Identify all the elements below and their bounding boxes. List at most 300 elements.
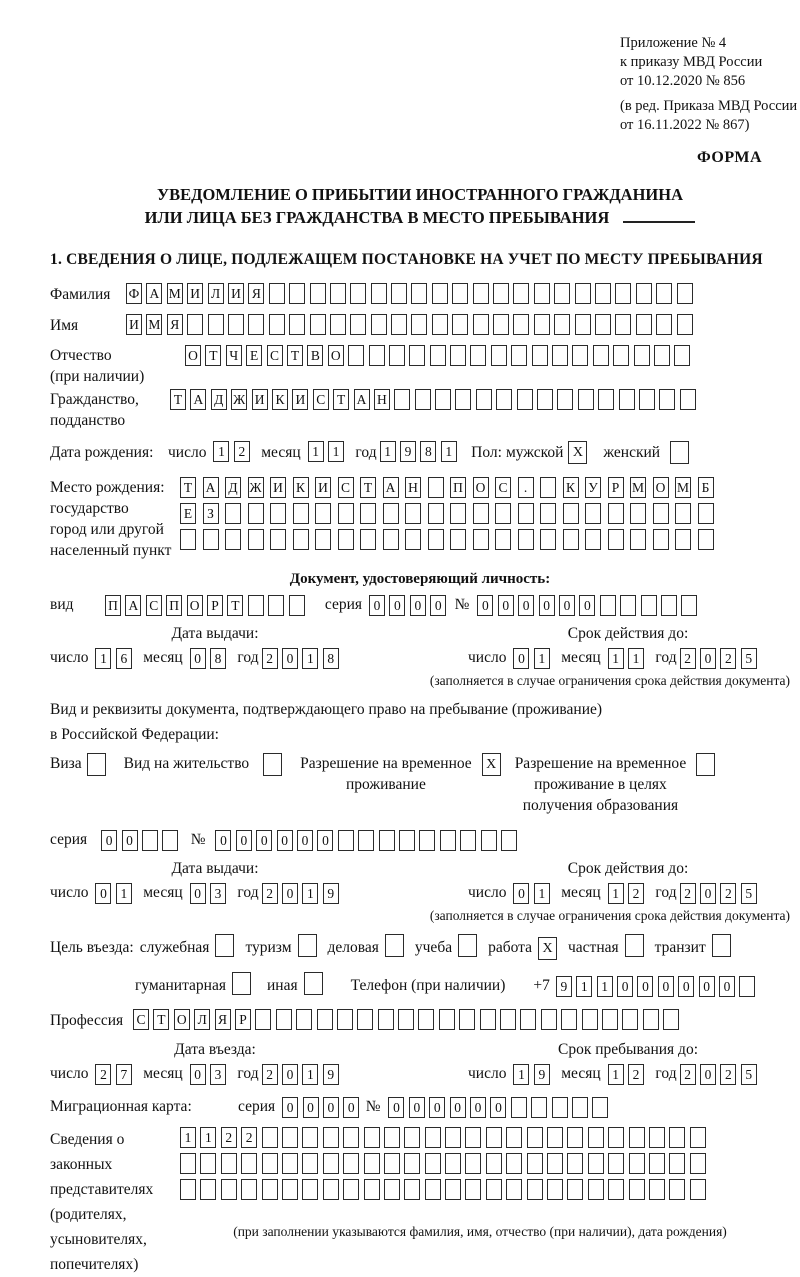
char-cell[interactable]	[491, 345, 507, 366]
char-cell[interactable]: 1	[213, 441, 229, 462]
char-cell[interactable]	[585, 529, 601, 550]
char-cell[interactable]: Е	[180, 503, 196, 524]
char-cell[interactable]: 0	[101, 830, 117, 851]
char-cell[interactable]: П	[166, 595, 182, 616]
char-cell[interactable]: 6	[116, 648, 132, 669]
char-cell[interactable]	[473, 314, 489, 335]
char-cell[interactable]	[241, 1179, 257, 1200]
char-cell[interactable]	[572, 345, 588, 366]
char-cell[interactable]	[739, 976, 755, 997]
char-cell[interactable]: Т	[153, 1009, 169, 1030]
char-cell[interactable]: 0	[429, 1097, 445, 1118]
char-cell[interactable]: Я	[215, 1009, 231, 1030]
char-cell[interactable]	[404, 1153, 420, 1174]
char-cell[interactable]: 0	[719, 976, 735, 997]
char-cell[interactable]	[615, 283, 631, 304]
char-cell[interactable]: О	[653, 477, 669, 498]
char-cell[interactable]	[540, 503, 556, 524]
char-cell[interactable]	[203, 529, 219, 550]
char-cell[interactable]	[248, 314, 264, 335]
char-cell[interactable]	[643, 1009, 659, 1030]
char-cell[interactable]: К	[563, 477, 579, 498]
char-cell[interactable]	[405, 503, 421, 524]
char-cell[interactable]	[582, 1009, 598, 1030]
char-cell[interactable]	[391, 283, 407, 304]
char-cell[interactable]	[630, 529, 646, 550]
char-cell[interactable]	[425, 1127, 441, 1148]
char-cell[interactable]: О	[174, 1009, 190, 1030]
char-cell[interactable]	[310, 314, 326, 335]
checkbox-cell[interactable]	[670, 441, 689, 464]
char-cell[interactable]: Р	[235, 1009, 251, 1030]
char-cell[interactable]	[527, 1127, 543, 1148]
char-cell[interactable]: 2	[720, 883, 736, 904]
char-cell[interactable]: 7	[116, 1064, 132, 1085]
char-cell[interactable]	[554, 314, 570, 335]
char-cell[interactable]: И	[126, 314, 142, 335]
char-cell[interactable]: 0	[700, 648, 716, 669]
char-cell[interactable]: 0	[498, 595, 514, 616]
char-cell[interactable]: 0	[282, 883, 298, 904]
char-cell[interactable]	[527, 1153, 543, 1174]
char-cell[interactable]	[369, 345, 385, 366]
char-cell[interactable]	[532, 345, 548, 366]
char-cell[interactable]	[162, 830, 178, 851]
char-cell[interactable]	[572, 1097, 588, 1118]
char-cell[interactable]	[698, 503, 714, 524]
char-cell[interactable]	[282, 1127, 298, 1148]
char-cell[interactable]	[337, 1009, 353, 1030]
char-cell[interactable]: 1	[534, 648, 550, 669]
char-cell[interactable]	[511, 1097, 527, 1118]
char-cell[interactable]	[338, 529, 354, 550]
char-cell[interactable]	[473, 529, 489, 550]
char-cell[interactable]	[563, 529, 579, 550]
char-cell[interactable]: Т	[360, 477, 376, 498]
char-cell[interactable]	[255, 1009, 271, 1030]
char-cell[interactable]: И	[292, 389, 308, 410]
char-cell[interactable]	[268, 595, 284, 616]
char-cell[interactable]	[690, 1179, 706, 1200]
char-cell[interactable]: 1	[608, 883, 624, 904]
char-cell[interactable]: 8	[323, 648, 339, 669]
char-cell[interactable]	[513, 314, 529, 335]
char-cell[interactable]	[459, 1009, 475, 1030]
char-cell[interactable]: 9	[323, 883, 339, 904]
char-cell[interactable]: С	[267, 345, 283, 366]
char-cell[interactable]	[547, 1179, 563, 1200]
char-cell[interactable]: З	[203, 503, 219, 524]
char-cell[interactable]	[613, 345, 629, 366]
char-cell[interactable]: Т	[170, 389, 186, 410]
char-cell[interactable]: 2	[262, 883, 278, 904]
char-cell[interactable]	[480, 1009, 496, 1030]
char-cell[interactable]	[450, 345, 466, 366]
char-cell[interactable]	[302, 1153, 318, 1174]
char-cell[interactable]	[592, 1097, 608, 1118]
char-cell[interactable]	[350, 314, 366, 335]
char-cell[interactable]	[615, 314, 631, 335]
char-cell[interactable]: 1	[441, 441, 457, 462]
char-cell[interactable]: Д	[211, 389, 227, 410]
char-cell[interactable]	[636, 314, 652, 335]
char-cell[interactable]	[690, 1153, 706, 1174]
char-cell[interactable]	[506, 1127, 522, 1148]
char-cell[interactable]: 1	[534, 883, 550, 904]
char-cell[interactable]	[608, 529, 624, 550]
char-cell[interactable]: 0	[190, 1064, 206, 1085]
char-cell[interactable]: 1	[380, 441, 396, 462]
char-cell[interactable]	[415, 389, 431, 410]
char-cell[interactable]	[460, 830, 476, 851]
char-cell[interactable]	[677, 283, 693, 304]
char-cell[interactable]: 3	[210, 1064, 226, 1085]
char-cell[interactable]	[639, 389, 655, 410]
char-cell[interactable]: 0	[190, 648, 206, 669]
char-cell[interactable]	[473, 283, 489, 304]
char-cell[interactable]	[432, 314, 448, 335]
char-cell[interactable]: 9	[323, 1064, 339, 1085]
checkbox-cell[interactable]: X	[568, 441, 587, 464]
char-cell[interactable]	[513, 283, 529, 304]
char-cell[interactable]	[428, 503, 444, 524]
char-cell[interactable]: Т	[287, 345, 303, 366]
char-cell[interactable]	[595, 283, 611, 304]
char-cell[interactable]	[506, 1179, 522, 1200]
char-cell[interactable]	[293, 503, 309, 524]
char-cell[interactable]	[315, 529, 331, 550]
char-cell[interactable]: 0	[190, 883, 206, 904]
char-cell[interactable]	[394, 389, 410, 410]
char-cell[interactable]	[470, 345, 486, 366]
char-cell[interactable]: Я	[248, 283, 264, 304]
char-cell[interactable]: С	[338, 477, 354, 498]
char-cell[interactable]: 0	[389, 595, 405, 616]
char-cell[interactable]	[595, 314, 611, 335]
char-cell[interactable]	[541, 1009, 557, 1030]
char-cell[interactable]: 2	[221, 1127, 237, 1148]
char-cell[interactable]	[302, 1127, 318, 1148]
char-cell[interactable]: 0	[282, 1064, 298, 1085]
char-cell[interactable]	[248, 529, 264, 550]
char-cell[interactable]: Б	[698, 477, 714, 498]
char-cell[interactable]: 0	[518, 595, 534, 616]
char-cell[interactable]	[411, 314, 427, 335]
char-cell[interactable]	[317, 1009, 333, 1030]
char-cell[interactable]: М	[630, 477, 646, 498]
char-cell[interactable]	[588, 1153, 604, 1174]
char-cell[interactable]	[350, 283, 366, 304]
char-cell[interactable]	[493, 283, 509, 304]
char-cell[interactable]	[282, 1153, 298, 1174]
char-cell[interactable]	[276, 1009, 292, 1030]
char-cell[interactable]	[378, 1009, 394, 1030]
char-cell[interactable]: 0	[122, 830, 138, 851]
char-cell[interactable]: 2	[720, 1064, 736, 1085]
char-cell[interactable]	[452, 283, 468, 304]
char-cell[interactable]: 2	[628, 1064, 644, 1085]
char-cell[interactable]	[680, 389, 696, 410]
char-cell[interactable]	[445, 1153, 461, 1174]
char-cell[interactable]: 0	[490, 1097, 506, 1118]
char-cell[interactable]: 0	[410, 595, 426, 616]
char-cell[interactable]	[289, 283, 305, 304]
char-cell[interactable]: 0	[369, 595, 385, 616]
char-cell[interactable]: Ф	[126, 283, 142, 304]
char-cell[interactable]: 0	[282, 1097, 298, 1118]
char-cell[interactable]	[636, 283, 652, 304]
char-cell[interactable]	[608, 1179, 624, 1200]
char-cell[interactable]	[343, 1127, 359, 1148]
char-cell[interactable]	[221, 1179, 237, 1200]
char-cell[interactable]	[669, 1127, 685, 1148]
char-cell[interactable]	[641, 595, 657, 616]
char-cell[interactable]	[293, 529, 309, 550]
char-cell[interactable]: 5	[741, 648, 757, 669]
char-cell[interactable]	[493, 314, 509, 335]
char-cell[interactable]	[629, 1179, 645, 1200]
char-cell[interactable]: 1	[608, 648, 624, 669]
char-cell[interactable]: 1	[628, 648, 644, 669]
char-cell[interactable]	[428, 477, 444, 498]
char-cell[interactable]	[269, 283, 285, 304]
char-cell[interactable]: С	[133, 1009, 149, 1030]
char-cell[interactable]	[649, 1179, 665, 1200]
char-cell[interactable]: 2	[262, 648, 278, 669]
char-cell[interactable]	[270, 529, 286, 550]
char-cell[interactable]: Л	[194, 1009, 210, 1030]
char-cell[interactable]	[649, 1153, 665, 1174]
char-cell[interactable]	[384, 1153, 400, 1174]
char-cell[interactable]	[495, 503, 511, 524]
char-cell[interactable]	[465, 1179, 481, 1200]
char-cell[interactable]: 2	[680, 648, 696, 669]
char-cell[interactable]	[418, 1009, 434, 1030]
char-cell[interactable]	[575, 314, 591, 335]
char-cell[interactable]: Е	[246, 345, 262, 366]
char-cell[interactable]	[486, 1179, 502, 1200]
char-cell[interactable]: О	[187, 595, 203, 616]
char-cell[interactable]	[511, 345, 527, 366]
char-cell[interactable]	[360, 529, 376, 550]
char-cell[interactable]: 8	[420, 441, 436, 462]
char-cell[interactable]	[384, 1127, 400, 1148]
char-cell[interactable]: 0	[256, 830, 272, 851]
char-cell[interactable]	[241, 1153, 257, 1174]
char-cell[interactable]	[629, 1153, 645, 1174]
char-cell[interactable]: 0	[637, 976, 653, 997]
char-cell[interactable]	[578, 389, 594, 410]
checkbox-cell[interactable]	[232, 972, 251, 995]
char-cell[interactable]: О	[473, 477, 489, 498]
char-cell[interactable]	[481, 830, 497, 851]
char-cell[interactable]	[552, 1097, 568, 1118]
char-cell[interactable]	[659, 389, 675, 410]
char-cell[interactable]	[661, 595, 677, 616]
char-cell[interactable]: И	[252, 389, 268, 410]
char-cell[interactable]	[622, 1009, 638, 1030]
char-cell[interactable]	[537, 389, 553, 410]
char-cell[interactable]	[602, 1009, 618, 1030]
char-cell[interactable]	[663, 1009, 679, 1030]
char-cell[interactable]	[450, 529, 466, 550]
char-cell[interactable]: 1	[180, 1127, 196, 1148]
char-cell[interactable]: 1	[328, 441, 344, 462]
char-cell[interactable]	[419, 830, 435, 851]
char-cell[interactable]: Я	[167, 314, 183, 335]
char-cell[interactable]: И	[315, 477, 331, 498]
char-cell[interactable]	[473, 503, 489, 524]
char-cell[interactable]	[338, 503, 354, 524]
char-cell[interactable]	[540, 529, 556, 550]
char-cell[interactable]: 0	[297, 830, 313, 851]
char-cell[interactable]	[630, 503, 646, 524]
char-cell[interactable]: 1	[302, 648, 318, 669]
char-cell[interactable]: 1	[597, 976, 613, 997]
char-cell[interactable]: 2	[95, 1064, 111, 1085]
char-cell[interactable]: П	[105, 595, 121, 616]
char-cell[interactable]	[501, 830, 517, 851]
char-cell[interactable]	[360, 503, 376, 524]
char-cell[interactable]	[531, 1097, 547, 1118]
char-cell[interactable]	[619, 389, 635, 410]
char-cell[interactable]	[371, 314, 387, 335]
char-cell[interactable]	[425, 1179, 441, 1200]
char-cell[interactable]	[518, 529, 534, 550]
char-cell[interactable]	[200, 1179, 216, 1200]
char-cell[interactable]: У	[585, 477, 601, 498]
char-cell[interactable]	[465, 1127, 481, 1148]
char-cell[interactable]	[180, 1153, 196, 1174]
char-cell[interactable]	[486, 1153, 502, 1174]
char-cell[interactable]: О	[328, 345, 344, 366]
char-cell[interactable]	[248, 503, 264, 524]
char-cell[interactable]	[629, 1127, 645, 1148]
char-cell[interactable]	[567, 1127, 583, 1148]
char-cell[interactable]	[384, 1179, 400, 1200]
char-cell[interactable]	[677, 314, 693, 335]
char-cell[interactable]	[262, 1179, 278, 1200]
char-cell[interactable]: М	[146, 314, 162, 335]
char-cell[interactable]	[208, 314, 224, 335]
char-cell[interactable]	[557, 389, 573, 410]
char-cell[interactable]: Ж	[231, 389, 247, 410]
char-cell[interactable]	[534, 283, 550, 304]
char-cell[interactable]: 1	[302, 883, 318, 904]
char-cell[interactable]: 2	[680, 1064, 696, 1085]
char-cell[interactable]	[620, 595, 636, 616]
char-cell[interactable]	[338, 830, 354, 851]
char-cell[interactable]	[364, 1127, 380, 1148]
checkbox-cell[interactable]	[696, 753, 715, 776]
char-cell[interactable]: А	[354, 389, 370, 410]
char-cell[interactable]: 9	[400, 441, 416, 462]
char-cell[interactable]	[200, 1153, 216, 1174]
char-cell[interactable]: 0	[699, 976, 715, 997]
char-cell[interactable]	[405, 529, 421, 550]
checkbox-cell[interactable]	[385, 934, 404, 957]
char-cell[interactable]: 0	[409, 1097, 425, 1118]
char-cell[interactable]: Т	[180, 477, 196, 498]
char-cell[interactable]: Р	[207, 595, 223, 616]
char-cell[interactable]: 1	[302, 1064, 318, 1085]
char-cell[interactable]	[409, 345, 425, 366]
char-cell[interactable]	[296, 1009, 312, 1030]
char-cell[interactable]	[547, 1127, 563, 1148]
char-cell[interactable]	[455, 389, 471, 410]
char-cell[interactable]: 9	[556, 976, 572, 997]
char-cell[interactable]: И	[270, 477, 286, 498]
char-cell[interactable]: 1	[576, 976, 592, 997]
char-cell[interactable]	[654, 345, 670, 366]
char-cell[interactable]	[425, 1153, 441, 1174]
char-cell[interactable]	[371, 283, 387, 304]
char-cell[interactable]	[187, 314, 203, 335]
char-cell[interactable]	[330, 283, 346, 304]
char-cell[interactable]	[450, 503, 466, 524]
char-cell[interactable]	[634, 345, 650, 366]
char-cell[interactable]	[452, 314, 468, 335]
char-cell[interactable]: О	[185, 345, 201, 366]
char-cell[interactable]: 0	[388, 1097, 404, 1118]
char-cell[interactable]: 0	[277, 830, 293, 851]
char-cell[interactable]: 2	[628, 883, 644, 904]
char-cell[interactable]: 0	[513, 883, 529, 904]
checkbox-cell[interactable]: X	[482, 753, 501, 776]
char-cell[interactable]	[432, 283, 448, 304]
char-cell[interactable]: Н	[374, 389, 390, 410]
char-cell[interactable]	[343, 1179, 359, 1200]
checkbox-cell[interactable]	[625, 934, 644, 957]
char-cell[interactable]: Ж	[248, 477, 264, 498]
char-cell[interactable]: 1	[513, 1064, 529, 1085]
char-cell[interactable]: 2	[234, 441, 250, 462]
char-cell[interactable]	[180, 1179, 196, 1200]
char-cell[interactable]	[445, 1179, 461, 1200]
char-cell[interactable]	[225, 529, 241, 550]
char-cell[interactable]	[669, 1153, 685, 1174]
char-cell[interactable]	[517, 389, 533, 410]
char-cell[interactable]: 0	[215, 830, 231, 851]
char-cell[interactable]	[383, 503, 399, 524]
char-cell[interactable]: 0	[323, 1097, 339, 1118]
char-cell[interactable]	[404, 1127, 420, 1148]
char-cell[interactable]	[554, 283, 570, 304]
char-cell[interactable]	[588, 1179, 604, 1200]
checkbox-cell[interactable]	[215, 934, 234, 957]
char-cell[interactable]: 5	[741, 1064, 757, 1085]
char-cell[interactable]	[358, 830, 374, 851]
char-cell[interactable]: 0	[700, 1064, 716, 1085]
char-cell[interactable]	[428, 529, 444, 550]
char-cell[interactable]: С	[495, 477, 511, 498]
char-cell[interactable]	[675, 503, 691, 524]
char-cell[interactable]: С	[146, 595, 162, 616]
char-cell[interactable]	[520, 1009, 536, 1030]
char-cell[interactable]	[588, 1127, 604, 1148]
char-cell[interactable]: 0	[700, 883, 716, 904]
char-cell[interactable]: Д	[225, 477, 241, 498]
char-cell[interactable]	[567, 1179, 583, 1200]
char-cell[interactable]	[518, 503, 534, 524]
char-cell[interactable]: 3	[210, 883, 226, 904]
char-cell[interactable]	[500, 1009, 516, 1030]
char-cell[interactable]	[411, 283, 427, 304]
char-cell[interactable]	[228, 314, 244, 335]
char-cell[interactable]: 1	[200, 1127, 216, 1148]
char-cell[interactable]	[653, 503, 669, 524]
char-cell[interactable]	[302, 1179, 318, 1200]
